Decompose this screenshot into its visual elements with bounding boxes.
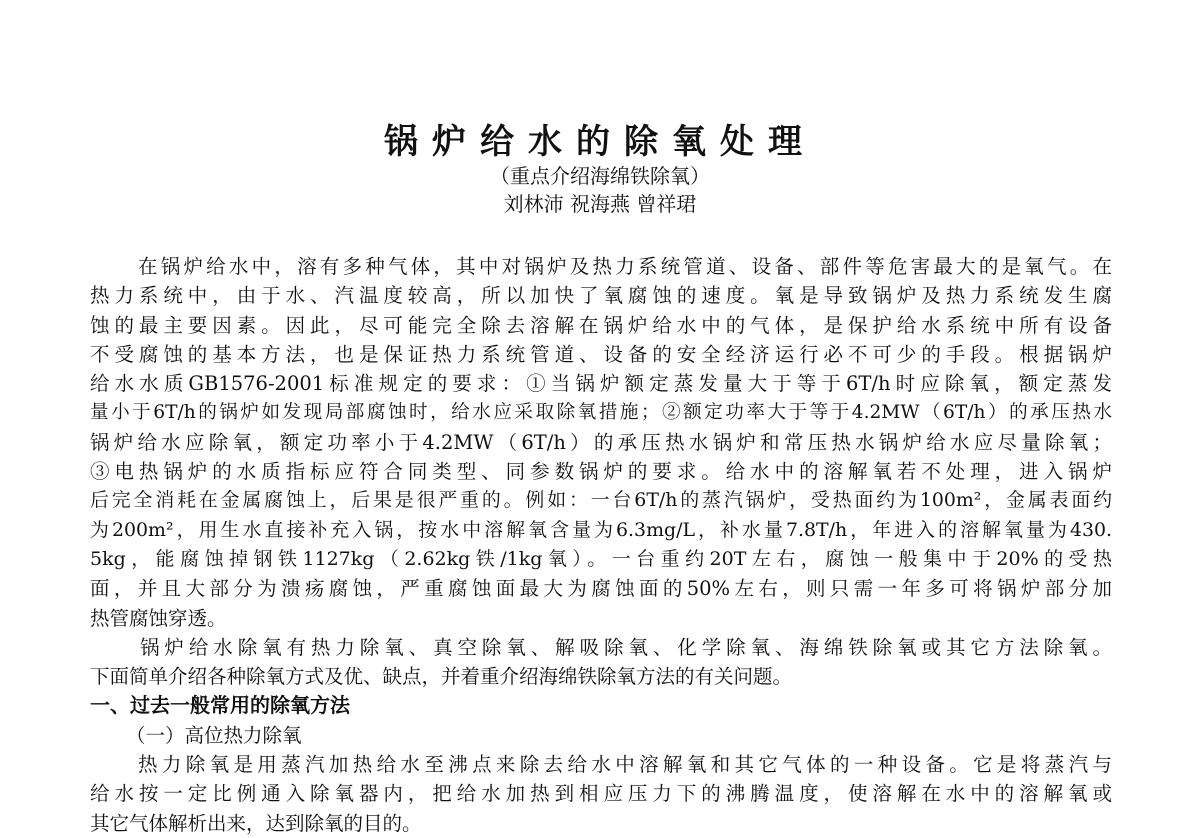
paragraph-line: 热管腐蚀穿透。 xyxy=(90,606,227,630)
methods-paragraph xyxy=(90,633,1112,692)
paragraph-line: 其它气体解析出来，达到除氧的目的。 xyxy=(90,811,422,835)
thermal-deaeration-paragraph xyxy=(90,750,1112,838)
paragraph-line: 锅炉给水应除氧，额定功率小于4.2MW（6T/h）的承压热水锅炉和常压热水锅炉给水应尽量除氧； xyxy=(90,430,1112,454)
paragraph-line: 在锅炉给水中，溶有多种气体，其中对锅炉及热力系统管道、设备、部件等危害最大的是氧气。在 xyxy=(138,255,1112,278)
article-authors: 刘林沛 祝海燕 曾祥珺 xyxy=(503,192,697,216)
subsection-heading: （一）高位热力除氧 xyxy=(126,723,302,747)
intro-paragraph xyxy=(90,252,1112,633)
paragraph-line: 5kg，能腐蚀掉钢铁1127kg（2.62kg铁/1kg氧）。一台重约20T左右，腐蚀一般集中于20%的受热 xyxy=(90,547,1112,570)
paragraph-line: 热力系统中，由于水、汽温度较高，所以加快了氧腐蚀的速度。氧是导致锅炉及热力系统发生腐 xyxy=(90,284,1112,308)
paragraph-line: ③电热锅炉的水质指标应符合同类型、同参数锅炉的要求。给水中的溶解氧若不处理，进入锅炉 xyxy=(90,460,1112,484)
paragraph-line: 为200m²，用生水直接补充入锅，按水中溶解氧含量为6.3mg/L，补水量7.8T/h，年进入的溶解氧量为430. xyxy=(90,518,1112,541)
paragraph-line: 不受腐蚀的基本方法，也是保证热力系统管道、设备的安全经济运行必不可少的手段。根据锅炉 xyxy=(90,342,1112,366)
article-body xyxy=(90,252,1112,838)
paragraph-line: 蚀的最主要因素。因此，尽可能完全除去溶解在锅炉给水中的气体，是保护给水系统中所有设备 xyxy=(90,313,1112,337)
paragraph-line: 后完全消耗在金属腐蚀上，后果是很严重的。例如：一台6T/h的蒸汽锅炉，受热面约为100m²，金属表面约 xyxy=(90,489,1112,512)
paragraph-line: 下面简单介绍各种除氧方式及优、缺点，并着重介绍海绵铁除氧方法的有关问题。 xyxy=(90,665,793,689)
article-title: 锅炉给水的除氧处理 xyxy=(384,122,816,162)
paragraph-line: 热力除氧是用蒸汽加热给水至沸点来除去给水中溶解氧和其它气体的一种设备。它是将蒸汽与 xyxy=(138,753,1112,777)
section-heading: 一、过去一般常用的除氧方法 xyxy=(90,693,350,718)
paragraph-line: 量小于6T/h的锅炉如发现局部腐蚀时，给水应采取除氧措施；②额定功率大于等于4.2MW（6T/h）的承压热水 xyxy=(90,402,1112,424)
paragraph-line: 给水水质GB1576-2001标准规定的要求：①当锅炉额定蒸发量大于等于6T/h时应除氧，额定蒸发 xyxy=(90,372,1112,396)
paragraph-line: 给水按一定比例通入除氧器内，把给水加热到相应压力下的沸腾温度，使溶解在水中的溶解氧或 xyxy=(90,782,1112,806)
article-subtitle: （重点介绍海绵铁除氧） xyxy=(490,164,710,188)
paragraph-line: 面，并且大部分为溃疡腐蚀，严重腐蚀面最大为腐蚀面的50%左右，则只需一年多可将锅炉部分加 xyxy=(90,577,1112,601)
paragraph-line: 锅炉给水除氧有热力除氧、真空除氧、解吸除氧、化学除氧、海绵铁除氧或其它方法除氧。 xyxy=(140,635,1112,659)
